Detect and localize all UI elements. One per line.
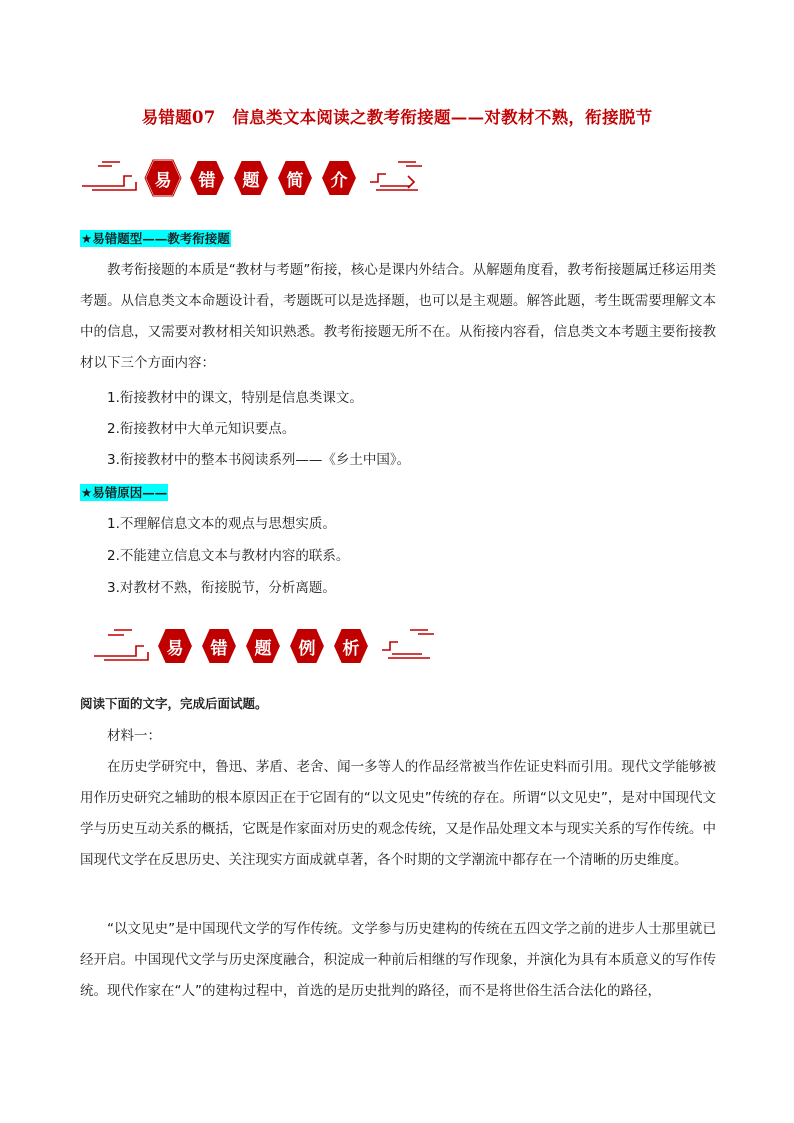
banner-hex: 介 bbox=[320, 158, 358, 198]
material-label: 材料一： bbox=[107, 728, 161, 744]
list-item: 3.对教材不熟，衔接脱节，分析离题。 bbox=[107, 580, 336, 596]
reading-paragraph: “以文见史”是中国现代文学的写作传统。文学参与历史建构的传统在五四文学之前的进步人士那里就已经开启。中国现代文学与历史深度融合，积淀成一种前后相继的写作现象，并演化为具有本质意义的写作传统。现代作家在“人”的建构过程中，首选的是历史批判的路径，而不是将世俗生活合法化的路径， bbox=[80, 921, 716, 999]
page-title: 易错题07 信息类文本阅读之教考衔接题——对教材不熟，衔接脱节 bbox=[141, 108, 653, 127]
banner-hex: 例 bbox=[288, 626, 326, 666]
section-heading-type: ★易错题型——教考衔接题 bbox=[81, 231, 230, 246]
banner-hex: 题 bbox=[244, 626, 282, 666]
section-banner-examples bbox=[92, 622, 442, 672]
list-item: 1.衔接教材中的课文，特别是信息类课文。 bbox=[107, 390, 363, 406]
banner-hex: 简 bbox=[276, 158, 314, 198]
banner-hex: 错 bbox=[188, 158, 226, 198]
section-banner-intro bbox=[80, 154, 430, 204]
list-item: 2.不能建立信息文本与教材内容的联系。 bbox=[107, 548, 350, 564]
banner-hex: 易 bbox=[144, 158, 182, 198]
banner-hex: 错 bbox=[200, 626, 238, 666]
list-item: 2.衔接教材中大单元知识要点。 bbox=[107, 421, 296, 437]
reading-instruction: 阅读下面的文字，完成后面试题。 bbox=[80, 696, 268, 711]
banner-hex: 析 bbox=[332, 626, 370, 666]
intro-paragraph: 教考衔接题的本质是“教材与考题”衔接，核心是课内外结合。从解题角度看，教考衔接题属迁移运用类考题。从信息类文本命题设计看，考题既可以是选择题，也可以是主观题。解答此题，考生既需要理解文本中的信息，又需要对教材相关知识熟悉。教考衔接题无所不在。从衔接内容看，信息类文本考题主要衔接教材以下三个方面内容： bbox=[80, 262, 716, 371]
banner-hex: 题 bbox=[232, 158, 270, 198]
list-item: 1.不理解信息文本的观点与思想实质。 bbox=[107, 516, 336, 532]
section-heading-reason: ★易错原因—— bbox=[81, 485, 168, 500]
banner-hex: 易 bbox=[156, 626, 194, 666]
list-item: 3.衔接教材中的整本书阅读系列——《乡土中国》。 bbox=[107, 452, 411, 468]
reading-paragraph: 在历史学研究中，鲁迅、茅盾、老舍、闻一多等人的作品经常被当作佐证史料而引用。现代文学能够被用作历史研究之辅助的根本原因正在于它固有的“以文见史”传统的存在。所谓“以文见史”，是对中国现代文学与历史互动关系的概括，它既是作家面对历史的观念传统，又是作品处理文本与现实关系的写作传统。中国现代文学在反思历史、关注现实方面成就卓著，各个时期的文学潮流中都存在一个清晰的历史维度。 bbox=[80, 759, 716, 868]
